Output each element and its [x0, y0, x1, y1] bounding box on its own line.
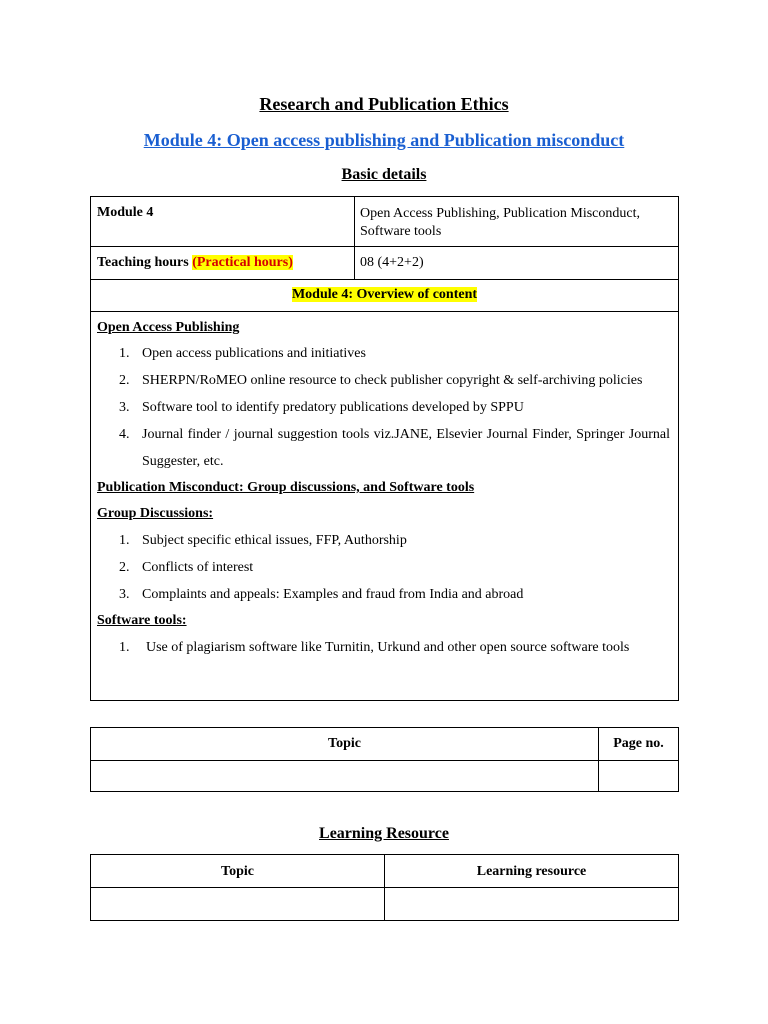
learning-resource-column-header: Learning resource: [476, 864, 587, 879]
open-access-heading: Open Access Publishing: [97, 320, 240, 335]
overview-content: [97, 319, 670, 661]
details-table: [90, 196, 679, 701]
page-no-column-header: Page no.: [613, 736, 664, 751]
software-tools-list: [97, 634, 670, 661]
list-item: 2. SHERPN/RoMEO online resource to check publisher copyright & self-archiving policies: [119, 373, 643, 388]
overview-heading: Module 4: Overview of content: [291, 287, 478, 302]
module-title: Module 4: Open access publishing and Publication misconduct: [143, 130, 625, 150]
lr-topic-column-header: Topic: [221, 864, 254, 879]
module-value: Open Access Publishing, Publication Misconduct, Software tools: [360, 206, 640, 239]
open-access-list: [97, 340, 670, 475]
basic-details-heading: Basic details: [341, 166, 427, 183]
group-discussions-heading: Group Discussions:: [97, 506, 214, 521]
topic-column-header: Topic: [328, 736, 361, 751]
hours-label: Teaching hours: [97, 255, 189, 270]
topic-page-table: [90, 727, 679, 792]
list-item: 3. Software tool to identify predatory publications developed by SPPU: [119, 400, 524, 415]
module-label: Module 4: [97, 205, 154, 220]
page-title: Research and Publication Ethics: [259, 94, 509, 114]
list-item: 4. Journal finder / journal suggestion tools viz.JANE, Elsevier Journal Finder, Springer Journal Suggester, etc.: [119, 427, 670, 469]
hours-note: (Practical hours): [192, 255, 293, 270]
list-item: 1. Use of plagiarism software like Turnitin, Urkund and other open source software tools: [119, 640, 630, 655]
misconduct-heading: Publication Misconduct: Group discussions, and Software tools: [97, 480, 475, 495]
list-item: 2. Conflicts of interest: [119, 560, 254, 575]
learning-resource-table: [90, 854, 679, 921]
list-item: 3. Complaints and appeals: Examples and fraud from India and abroad: [119, 587, 524, 602]
learning-resource-heading: Learning Resource: [319, 825, 449, 842]
list-item: 1. Subject specific ethical issues, FFP, Authorship: [119, 533, 407, 548]
list-item: 1. Open access publications and initiatives: [119, 346, 366, 361]
software-tools-heading: Software tools:: [97, 613, 187, 628]
group-discussions-list: [97, 527, 670, 608]
hours-value: 08 (4+2+2): [360, 255, 424, 270]
